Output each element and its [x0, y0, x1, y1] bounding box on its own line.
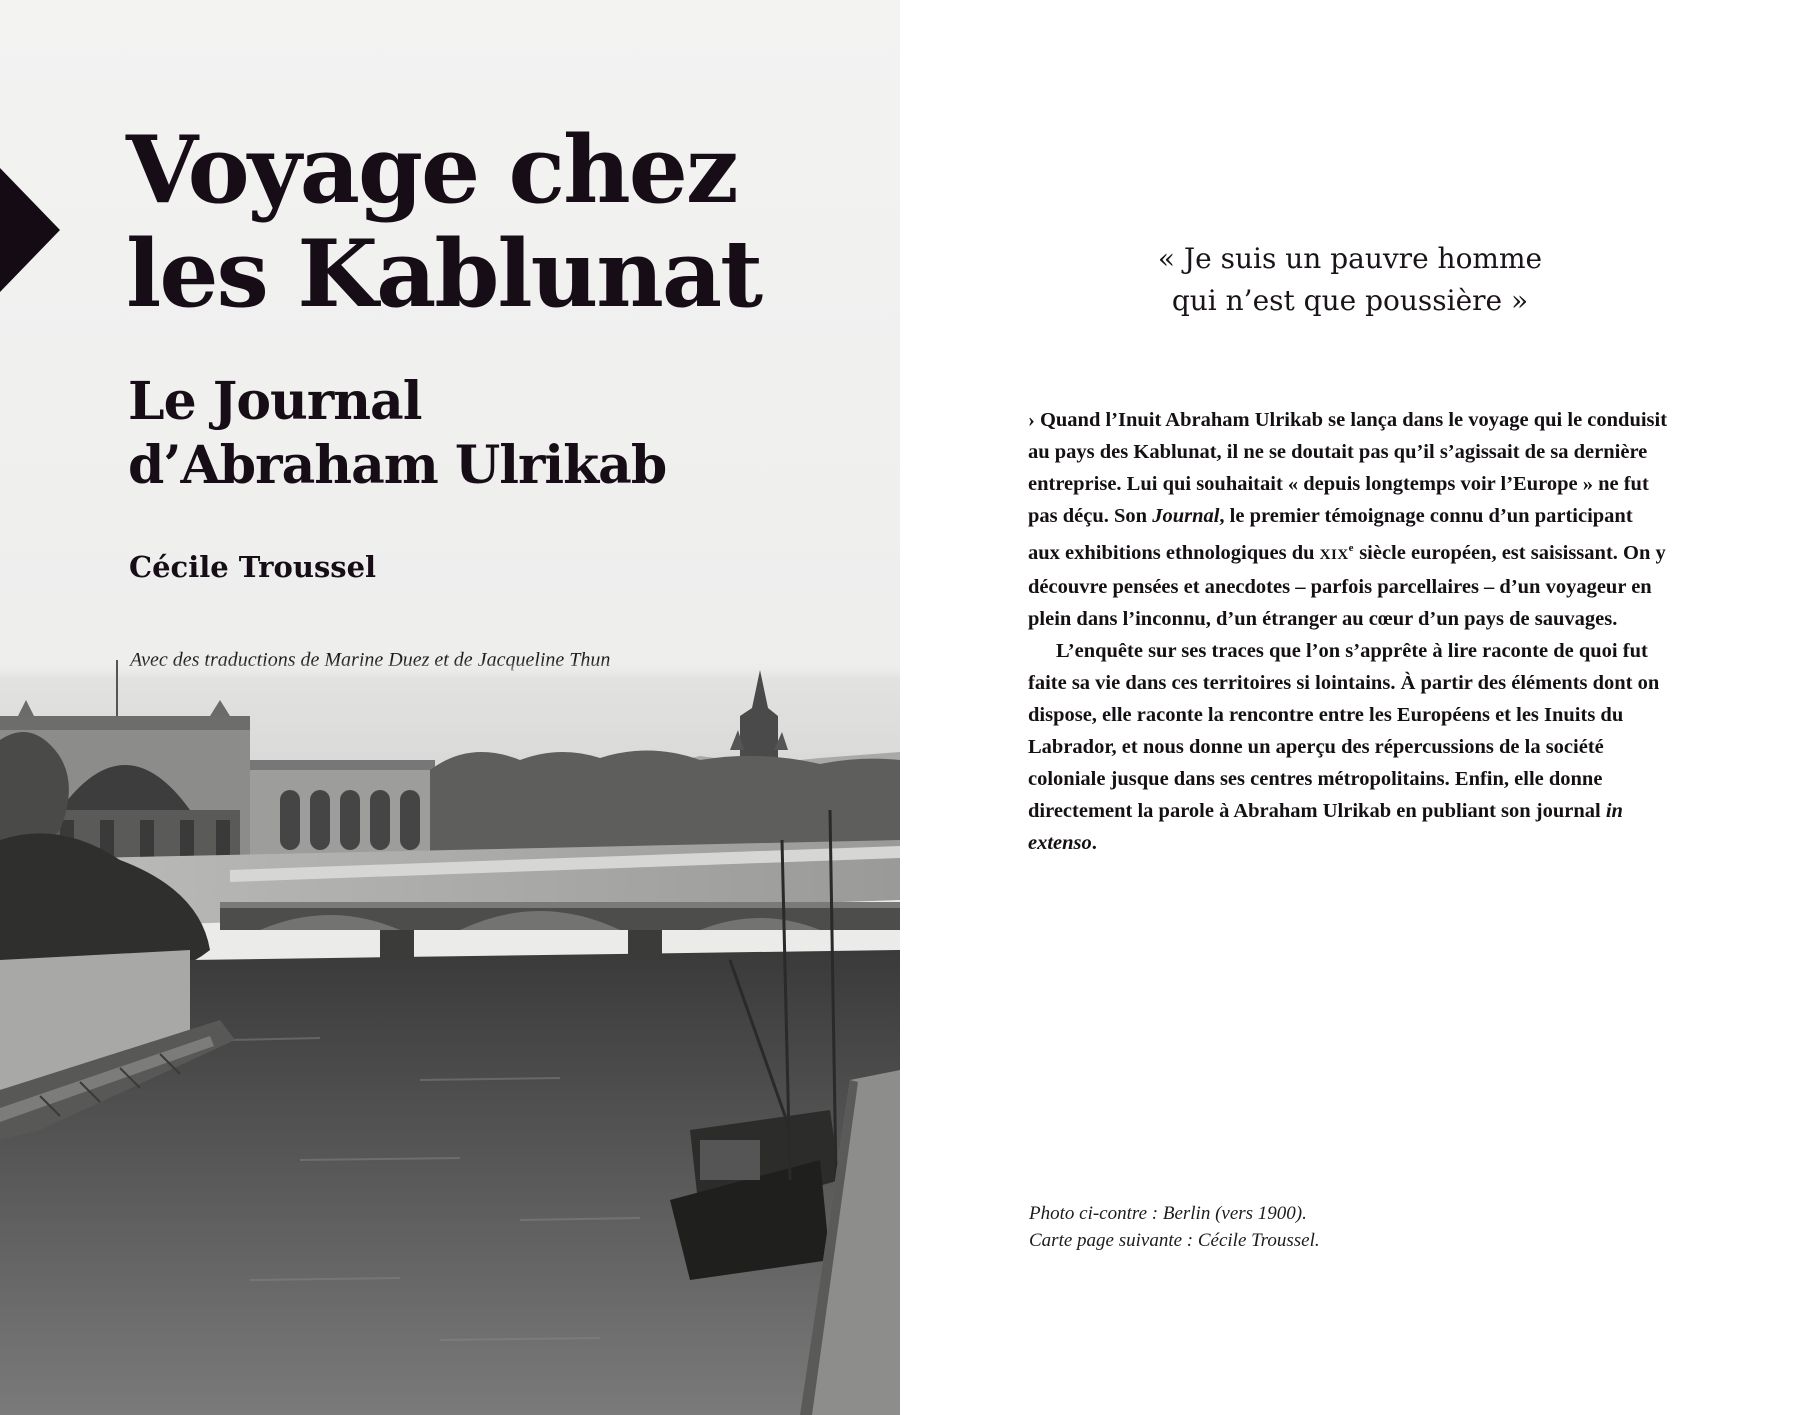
- book-subtitle-line-1: Le Journal: [128, 371, 422, 432]
- book-author: Cécile Troussel: [129, 550, 377, 584]
- epigraph-line-2: qui n’est que poussière »: [1171, 284, 1529, 317]
- blurb-p1-text-b: , le premier témoignage connu d’un participant aux exhibitions ethnologiques du: [1028, 505, 1633, 564]
- blurb-p2-period: .: [1091, 831, 1097, 854]
- blurb-p1-text-a: Quand l’Inuit Abraham Ulrikab se lança dans le voyage qui le conduisit au pays des Kablunat, il ne se doutait pas qu’il s’agissait de sa dernière entreprise. Lui qui souhaitait « depuis longtemps voir l’Europe » ne fut pas déçu. Son: [1028, 409, 1668, 527]
- paragraph-marker-icon: ›: [1028, 409, 1035, 431]
- right-page: [900, 0, 1800, 1415]
- century-superscript: e: [1348, 542, 1355, 554]
- blurb-p2-text: L’enquête sur ses traces que l’on s’apprête à lire raconte de quoi fut faite sa vie dans ces territoires si lointains. À partir des éléments dont on dispose, elle raconte la rencontre entre les Européens et les Inuits du Labrador, et nous donne un aperçu des répercussions de la société coloniale jusque dans ses centres métropolitains. Enfin, elle donne directement la parole à Abraham Ulrikab en publiant son journal: [1028, 639, 1660, 822]
- arrow-marker-icon: [0, 168, 60, 292]
- map-credit: Carte page suivante : Cécile Troussel.: [1029, 1230, 1320, 1251]
- blurb-p1-text-c: siècle européen, est saisissant. On y découvre pensées et anecdotes – parfois parcellaires – d’un voyageur en plein dans l’inconnu, d’un étranger au cœur d’un pays de sauvages.: [1028, 541, 1666, 630]
- epigraph-line-1: « Je suis un pauvre homme: [1157, 242, 1543, 275]
- in-extenso: in extenso: [1028, 799, 1623, 854]
- book-subtitle-line-2: d’Abraham Ulrikab: [128, 435, 667, 496]
- book-title-line-2: les Kablunat: [126, 219, 762, 328]
- blurb-paragraph-2: [1028, 635, 1668, 859]
- book-subtitle: [128, 370, 666, 498]
- photo-credit: Photo ci-contre : Berlin (vers 1900).: [1029, 1203, 1307, 1224]
- journal-word: Journal: [1152, 505, 1220, 527]
- back-cover-blurb: [1028, 404, 1668, 859]
- berlin-photo: [0, 660, 900, 1415]
- epigraph-quote: [900, 238, 1800, 322]
- image-credits: [1029, 1200, 1320, 1254]
- book-title-line-1: Voyage chez: [126, 115, 737, 224]
- book-title: [126, 115, 762, 328]
- century-numeral: XIX: [1319, 546, 1349, 563]
- blurb-paragraph-1: [1028, 404, 1668, 635]
